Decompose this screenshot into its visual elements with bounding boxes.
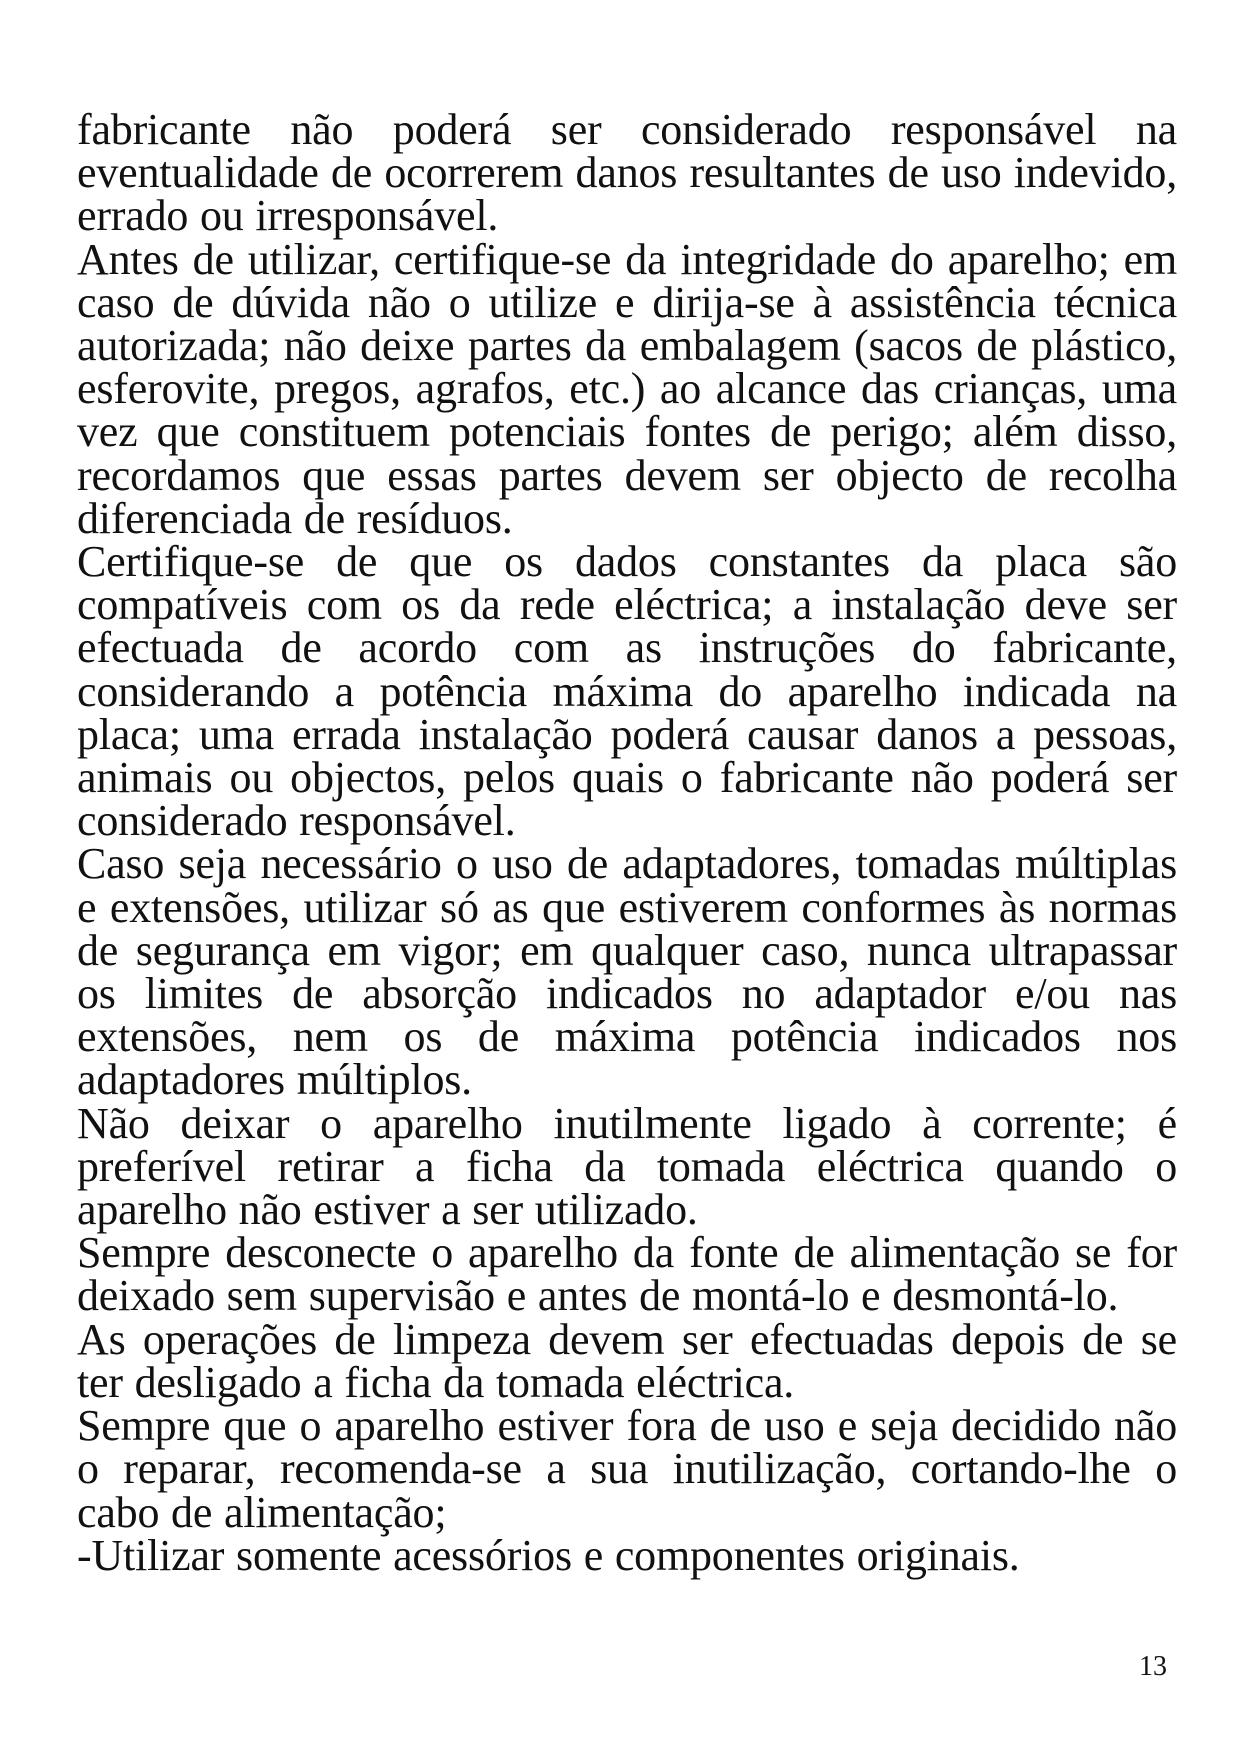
paragraph-original-accessories: -Utilizar somente acessórios e componentes originais. <box>77 1530 1020 1580</box>
paragraph-adapters: Caso seja necessário o uso de adaptadores, tomadas múltiplas e extensões, utilizar só as que estiverem conformes às normas de segurança em vigor; em qualquer caso, nunca ultrapassar os limites de absorção indicados no adaptador e/ou nas extensões, nem os de máxima potência indicados nos adaptadores múltiplos. <box>77 839 1177 1105</box>
paragraph-rating-plate: Certifique-se de que os dados constantes da placa são compatíveis com os da rede eléctrica; a instalação deve ser efectuada de acordo com as instruções do fabricante, considerando a potência máxima do aparelho indicada na placa; uma errada instalação poderá causar danos a pessoas, animais ou objectos, pelos quais o fabricante não poderá ser considerado responsável. <box>77 537 1177 846</box>
paragraph-liability: fabricante não poderá ser considerado responsável na eventualidade de ocorrerem danos resultantes de uso indevido, errado ou irresponsável. <box>77 105 1177 241</box>
paragraph-disconnect-supervision: Sempre desconecte o aparelho da fonte de alimentação se for deixado sem supervisão e antes de montá-lo e desmontá-lo. <box>77 1228 1177 1321</box>
document-body <box>77 105 1177 1580</box>
paragraph-cleaning: As operações de limpeza devem ser efectuadas depois de se ter desligado a ficha da tomada eléctrica. <box>77 1314 1177 1407</box>
paragraph-unplug: Não deixar o aparelho inutilmente ligado à corrente; é preferível retirar a ficha da tomada eléctrica quando o aparelho não estiver a ser utilizado. <box>77 1098 1177 1235</box>
page-number: 13 <box>1139 1651 1167 1682</box>
paragraph-integrity-check: Antes de utilizar, certifique-se da integridade do aparelho; em caso de dúvida não o utilize e dirija-se à assistência técnica autorizada; não deixe partes da embalagem (sacos de plástico, esferovite, pregos, agrafos, etc.) ao alcance das crianças, uma vez que constituem potenciais fontes de perigo; além disso, recordamos que essas partes devem ser objecto de recolha diferenciada de resíduos. <box>77 234 1177 543</box>
paragraph-disposal: Sempre que o aparelho estiver fora de uso e seja decidido não o reparar, recomenda-se a sua inutilização, cortando-lhe o cabo de alimentação; <box>77 1401 1177 1537</box>
